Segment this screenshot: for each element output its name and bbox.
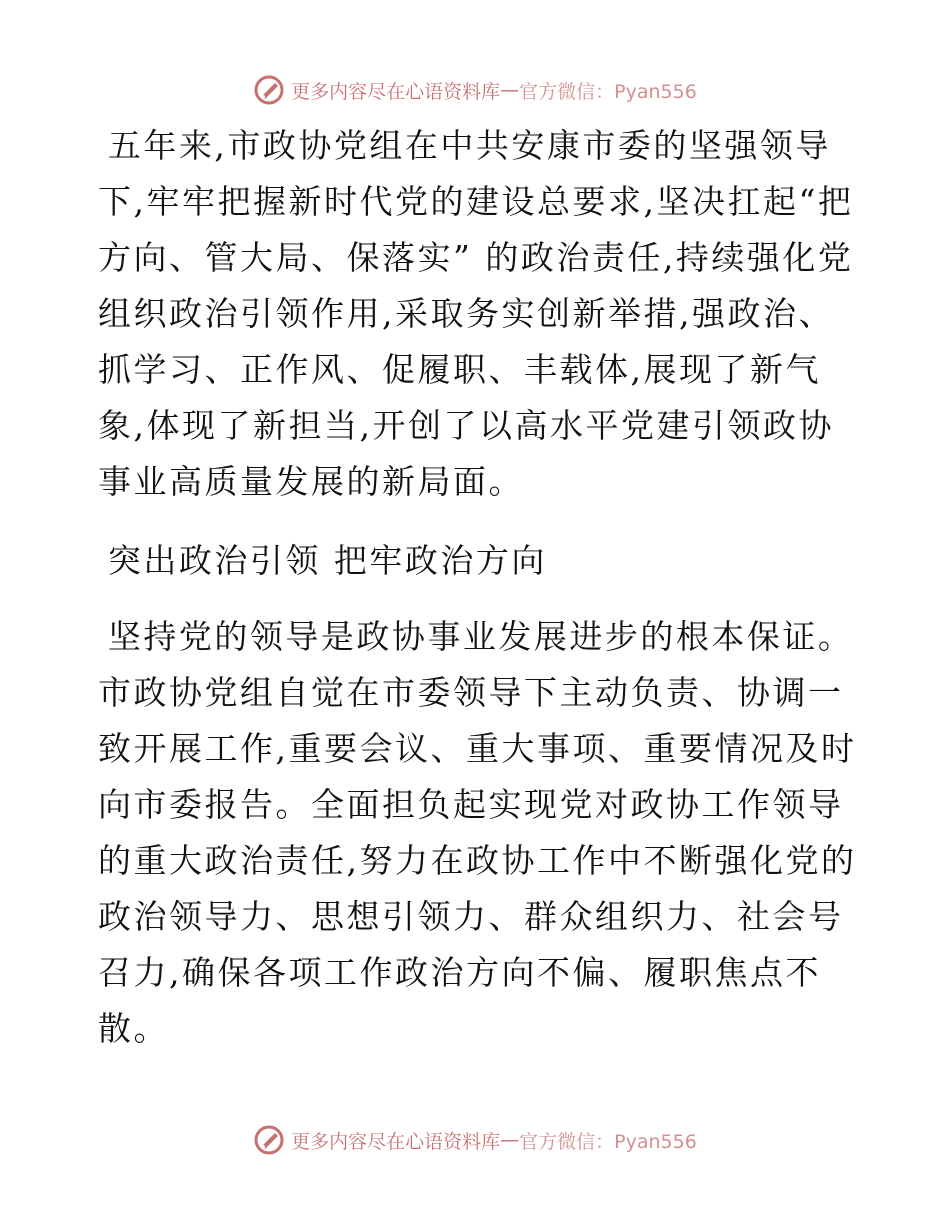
section-heading: 突出政治引领 把牢政治方向 bbox=[107, 541, 547, 580]
watermark-separator: — bbox=[500, 79, 520, 101]
watermark-separator: — bbox=[500, 1129, 520, 1151]
watermark-wechat-text: 官方微信：Pyan556 bbox=[519, 1130, 697, 1153]
watermark-wechat-text: 官方微信：Pyan556 bbox=[519, 80, 697, 103]
watermark-site-text: 更多内容尽在心语资料库 bbox=[291, 1130, 501, 1153]
logo-icon bbox=[253, 1124, 285, 1156]
watermark-site-text: 更多内容尽在心语资料库 bbox=[291, 80, 501, 103]
watermark-header bbox=[0, 70, 950, 110]
watermark-footer bbox=[0, 1120, 950, 1160]
paragraph-intro: 五年来,市政协党组在中共安康市委的坚强领导下,牢牢把握新时代党的建设总要求,坚决扛起“把方向、管大局、保落实” 的政治责任,持续强化党组织政治引领作用,采取务实创新举措,强政治、抓学习、正作风、促履职、丰载体,展现了新气象,体现了新担当,开创了以高水平党建引领政协事业高质量发展的新局面。 bbox=[98, 126, 854, 501]
document-body bbox=[98, 118, 858, 1057]
paragraph-section: 坚持党的领导是政协事业发展进步的根本保证。市政协党组自觉在市委领导下主动负责、协调一致开展工作,重要会议、重大事项、重要情况及时向市委报告。全面担负起实现党对政协工作领导的重大政治责任,努力在政协工作中不断强化党的政治领导力、思想引领力、群众组织力、社会号召力,确保各项工作政治方向不偏、履职焦点不散。 bbox=[98, 617, 857, 1048]
logo-icon bbox=[253, 74, 285, 106]
